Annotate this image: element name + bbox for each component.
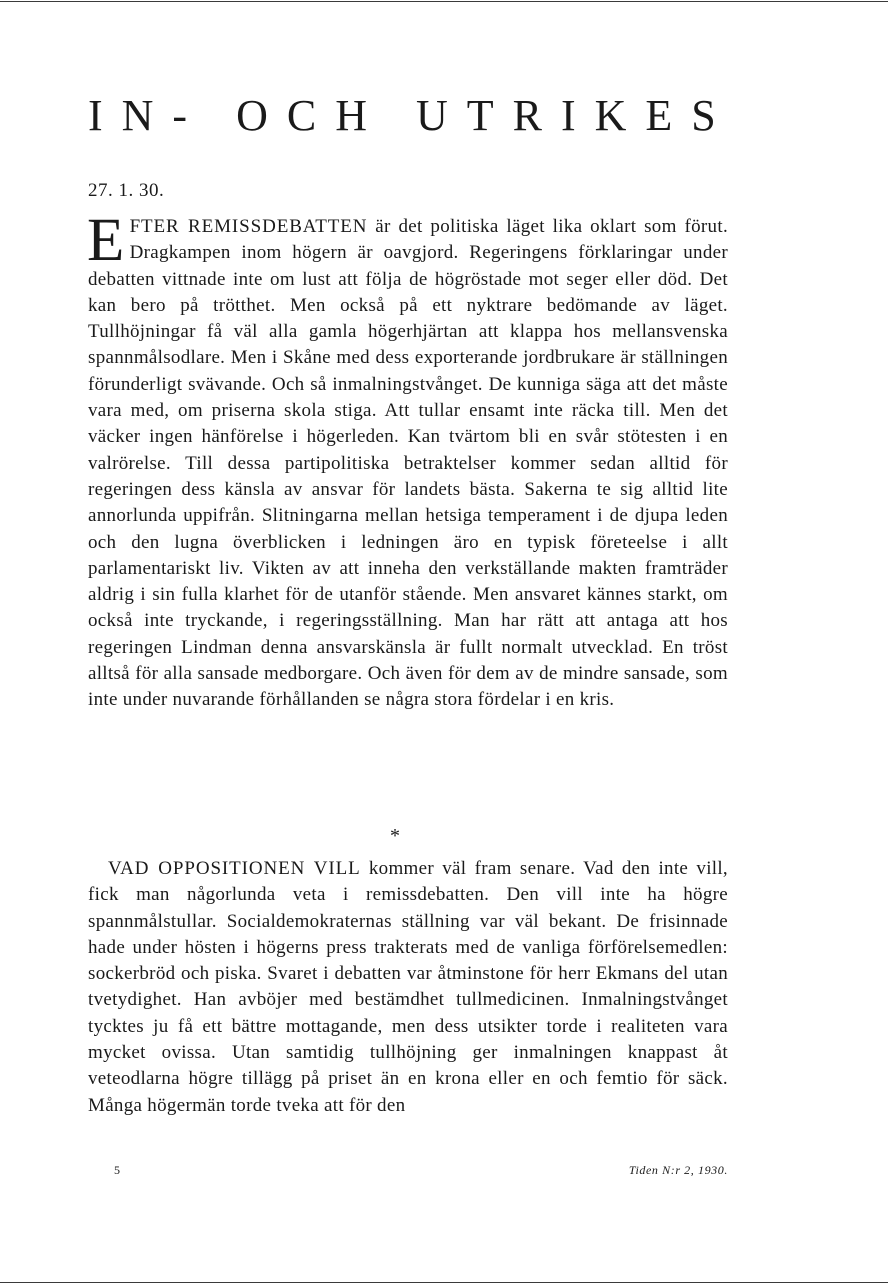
paragraph-2-lead: VAD OPPOSITIONEN VILL bbox=[108, 858, 361, 879]
paragraph-2 bbox=[88, 856, 728, 1119]
article-date: 27. 1. 30. bbox=[88, 180, 165, 201]
journal-reference: Tiden N:r 2, 1930. bbox=[628, 1163, 728, 1177]
section-separator: * bbox=[390, 825, 400, 847]
top-rule bbox=[0, 1, 888, 2]
bottom-rule bbox=[0, 1282, 888, 1283]
page-number: 5 bbox=[114, 1163, 120, 1177]
paragraph-1-lead: FTER REMISSDEBATTEN bbox=[129, 216, 368, 237]
drop-cap-letter: E bbox=[87, 207, 125, 274]
paragraph-1-body: är det politiska läget lika oklart som förut. Dragkampen inom högern är oavgjord. Regeringens förklaringar under debatten vittnade inte om lust att följa de högröstade mot seger eller död. Det kan bero på trötthet. Men också på ett nyktrare bedömande av läget. Tullhöjningar få väl alla gamla högerhjärtan att klappa hos mellansvenska spannmålsodlare. Men i Skåne med dess exporterande jordbrukare är ställningen förunderligt svävande. Och så inmalningstvånget. De kunniga säga att det måste vara med, om priserna skola stiga. Att tullar ensamt inte räcka till. Men det väcker ingen hänförelse i högerleden. Kan tvärtom bli en svår stötesten i en valrörelse. Till dessa partipolitiska betraktelser kommer sedan alltid för regeringen dess känsla av ansvar för landets bästa. Sakerna te sig alltid lite annorlunda uppifrån. Slitningarna mellan hetsiga temperament i de djupa leden och den lugna överblicken i ledningen äro en typisk företeelse i allt parlamentariskt liv. Vikten av att inneha den verkställande makten framträder aldrig i sin fulla klarhet för de utanför stående. Men ansvaret kännes starkt, om också inte tryckande, i regeringsställning. Man har rätt att antaga att hos regeringen Lindman denna ansvarskänsla är fullt normalt utvecklad. En tröst alltså för alla sansade medborgare. Och även för dem av de mindre sansade, som inte under nuvarande förhållanden se några stora fördelar i en kris. bbox=[88, 216, 728, 711]
paragraph-2-body: kommer väl fram senare. Vad den inte vill, fick man någorlunda veta i remissdebatten. Den vill inte ha högre spannmålstullar. Socialdemokraternas ställning var väl bekant. De frisinnade hade under hösten i högerns press trakterats med de vanliga förförelsemedlen: sockerbröd och piska. Svaret i debatten var åtminstone för herr Ekmans del utan tvetydighet. Han avböjer med bestämdhet tullmedicinen. Inmalningstvånget tycktes ju få ett bättre mottagande, men dess utsikter torde i realiteten vara mycket ovissa. Utan samtidig tullhöjning ger inmalningen knappast åt veteodlarna högre tillägg på priset än en krona eller en och femtio för säck. Många högermän torde tveka att för den bbox=[88, 858, 728, 1116]
page-title: IN- OCH UTRIKES bbox=[88, 91, 735, 140]
paragraph-1 bbox=[87, 207, 728, 714]
